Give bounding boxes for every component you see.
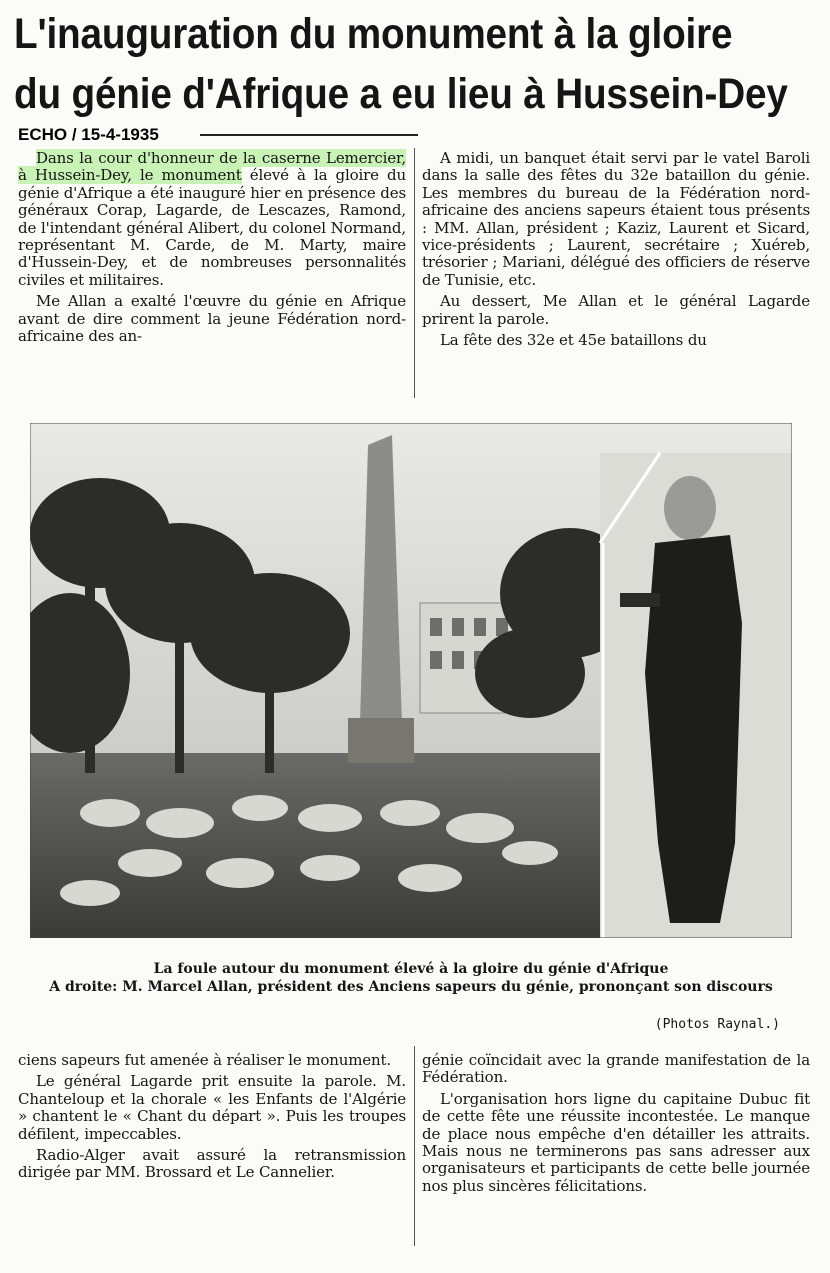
photo-illustration [30, 423, 792, 938]
column-divider-bottom [414, 1046, 415, 1246]
headline [14, 4, 788, 124]
photo-caption [30, 960, 792, 996]
paragraph: Me Allan a exalté l'œuvre du génie en Afrique avant de dire comment la jeune Fédération nord-africaine des an- [18, 292, 406, 346]
paragraph: Au dessert, Me Allan et le général Lagarde prirent la parole. [422, 292, 810, 328]
top-right-column [422, 150, 810, 353]
highlighted-text: Dans la cour d'honneur de la caserne Lemercier, à Hussein-Dey, le monument [18, 149, 406, 185]
top-left-column [18, 150, 406, 349]
caption-line-2: A droite: M. Marcel Allan, président des Anciens sapeurs du génie, prononçant son discours [49, 979, 773, 995]
headline-line-2: du génie d'Afrique a eu lieu à Hussein-Dey [14, 70, 788, 118]
intro-text: élevé à la gloire du génie d'Afrique a été inauguré hier en présence des généraux Corap, Lagarde, de Lescazes, Ramond, de l'intendant général Alibert, du colonel Normand, représentant M. Carde, de M. Marty, maire d'Hussein-Dey, et de nombreuses personnalités civiles et militaires. [18, 166, 406, 289]
edition-stamp: ECHO / 15-4-1935 [18, 125, 159, 144]
paragraph: Radio-Alger avait assuré la retransmission dirigée par MM. Brossard et Le Cannelier. [18, 1146, 406, 1182]
paragraph: L'organisation hors ligne du capitaine Dubuc fit de cette fête une réussite incontestée. Le manque de place nous empêche d'en détailler les attraits. Mais nous ne terminerons pas sans adresser aux organisateurs et participants de cette belle journée nos plus sincères félicitations. [422, 1089, 810, 1195]
column-divider-top [414, 148, 415, 398]
header-rule [200, 134, 418, 136]
paragraph: Le général Lagarde prit ensuite la parole. M. Chanteloup et la chorale « les Enfants de l'Algérie » chantent le « Chant du départ ». Puis les troupes défilent, impeccables. [18, 1072, 406, 1143]
headline-line-1: L'inauguration du monument à la gloire [14, 10, 733, 58]
paragraph: génie coïncidait avec la grande manifestation de la Fédération. [422, 1051, 810, 1087]
article-intro-paragraph [18, 150, 406, 289]
paragraph: ciens sapeurs fut amenée à réaliser le monument. [18, 1051, 392, 1069]
paragraph: A midi, un banquet était servi par le vatel Baroli dans la salle des fêtes du 32e bataillon du génie. Les membres du bureau de la Fédération nord-africaine des anciens sapeurs étaient tous présents : MM. Allan, président ; Kaziz, Laurent et Sicard, vice-présidents ; Laurent, secrétaire ; Xuéreb, trésorier ; Mariani, délégué des officiers de réserve de Tunisie, etc. [422, 149, 810, 289]
bottom-right-column [422, 1052, 810, 1199]
ceremony-photo [30, 423, 792, 938]
photo-credit: (Photos Raynal.) [654, 1017, 780, 1032]
bottom-left-column [18, 1052, 406, 1186]
caption-line-1: La foule autour du monument élevé à la gloire du génie d'Afrique [153, 961, 669, 977]
paragraph: La fête des 32e et 45e bataillons du [440, 331, 707, 350]
